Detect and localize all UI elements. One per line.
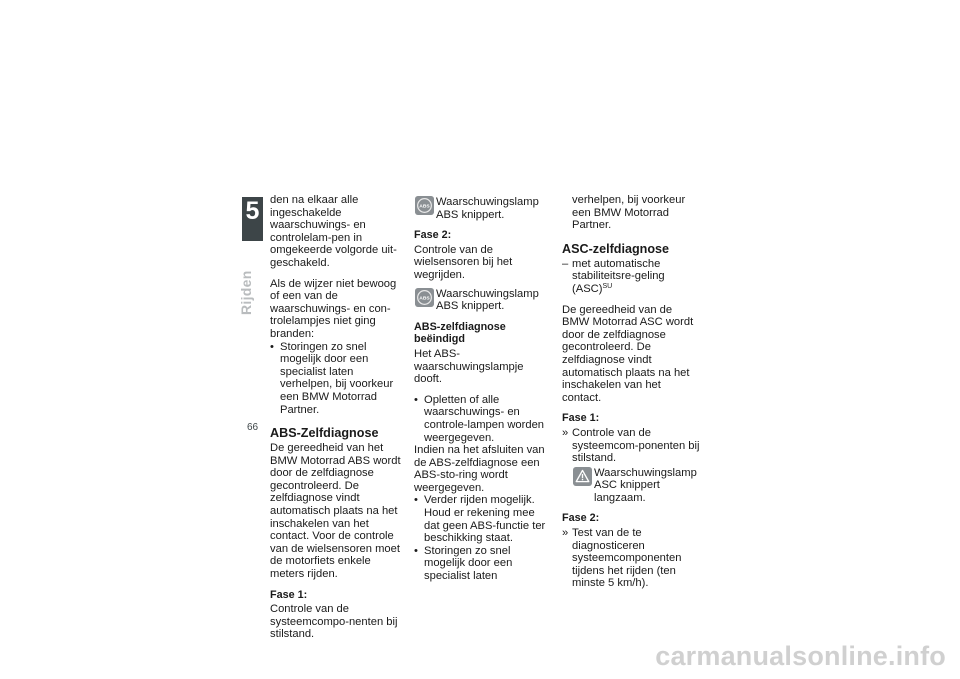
phase-2-title: Fase 2: [414, 229, 452, 242]
warning-note [572, 467, 700, 505]
paragraph: Controle van de systeemcompo-nenten bij stilstand. [270, 603, 398, 641]
warning-note [414, 196, 552, 221]
chapter-title: Rijden [238, 270, 254, 315]
step-text: Controle van de systeemcom-ponenten bij stilstand. [572, 426, 700, 465]
page-number: 66 [246, 422, 259, 433]
step-item [562, 527, 700, 590]
paragraph: verhelpen, bij voorkeur een BMW Motorrad Partner. [572, 194, 686, 232]
bullet-symbol: • [270, 340, 274, 353]
warning-text: Waarschuwingslamp ASC knippert langzaam. [594, 466, 697, 504]
list-item [414, 545, 552, 583]
paragraph: Controle van de wielsensoren bij het wegrijden. [414, 243, 513, 281]
list-item-text: Verder rijden mogelijk. Houd er rekening mee dat geen ABS-functie ter beschikking staat. [424, 494, 546, 545]
abs-warning-lamp-icon [415, 288, 434, 307]
step-symbol: » [562, 527, 569, 540]
bullet-symbol: • [414, 494, 418, 507]
bullet-symbol: • [414, 393, 418, 406]
step-text: Test van de te diagnosticeren systeemcomponenten tijdens het rijden (ten minste 5 km/h). [572, 527, 682, 590]
abs-lamp-text: ABS [419, 295, 430, 301]
phase-1-title: Fase 1: [562, 412, 600, 425]
list-item [562, 258, 700, 296]
section-heading-abs-finished: ABS-zelfdiagnose beëindigd [414, 320, 506, 346]
paragraph: Indien na het afsluiten van de ABS-zelfdiagnose een ABS-sto-ring wordt weergegeven. [414, 444, 545, 494]
phase-2-title: Fase 2: [562, 512, 600, 525]
option-superscript: SU [602, 282, 613, 290]
list-item-text: met automatische stabiliteitsre-geling (ASC) [572, 257, 665, 295]
column-1 [270, 194, 406, 641]
column-2 [414, 194, 552, 583]
step-item [562, 427, 700, 465]
bullet-symbol: • [414, 544, 418, 557]
chapter-number: 5 [245, 197, 260, 225]
phase-1-title: Fase 1: [270, 588, 308, 601]
paragraph: De gereedheid van de BMW Motorrad ASC wordt door de zelfdiagnose gecontroleerd. De zelfdiagnose vindt automatisch plaats na het inschakelen van het contact. [562, 303, 694, 404]
list-item [414, 494, 552, 544]
paragraph: De gereedheid van het BMW Motorrad ABS wordt door de zelfdiagnose gecontroleerd. De zelfdiagnose vindt automatisch plaats na het inschakelen van het contact. Voor de controle van de wielsensoren moet de motorfiets enkele meters rijden. [270, 442, 401, 581]
paragraph: den na elkaar alle ingeschakelde waarschuwings- en controlelam-pen in omgekeerde volgorde uit-geschakeld. [270, 194, 397, 269]
abs-lamp-text: ABS [419, 204, 430, 210]
warning-text: Waarschuwingslamp ABS knippert. [436, 196, 539, 221]
step-symbol: » [562, 426, 569, 439]
column-3 [562, 194, 700, 590]
section-heading-asc: ASC-zelfdiagnose [562, 241, 670, 256]
list-item [414, 394, 552, 444]
dash-symbol: – [562, 257, 569, 270]
list-item-text: Opletten of alle waarschuwings- en controle-lampen worden weergegeven. [424, 393, 545, 444]
asc-warning-lamp-icon [573, 467, 592, 486]
warning-note [414, 288, 552, 313]
list-item-text: Storingen zo snel mogelijk door een specialist laten verhelpen, bij voorkeur een BMW Motorrad Partner. [280, 340, 394, 416]
abs-warning-lamp-icon [415, 196, 434, 215]
list-item [270, 341, 406, 417]
paragraph: Het ABS-waarschuwingslampje dooft. [414, 347, 524, 386]
warning-text: Waarschuwingslamp ABS knippert. [436, 287, 539, 313]
paragraph: Als de wijzer niet bewoog of een van de waarschuwings- en con-trolelampjes niet ging branden: [270, 277, 397, 340]
list-item-text: Storingen zo snel mogelijk door een specialist laten [424, 544, 513, 583]
section-heading-abs: ABS-Zelfdiagnose [270, 426, 379, 441]
watermark: carmanualsonline.info [655, 641, 946, 671]
